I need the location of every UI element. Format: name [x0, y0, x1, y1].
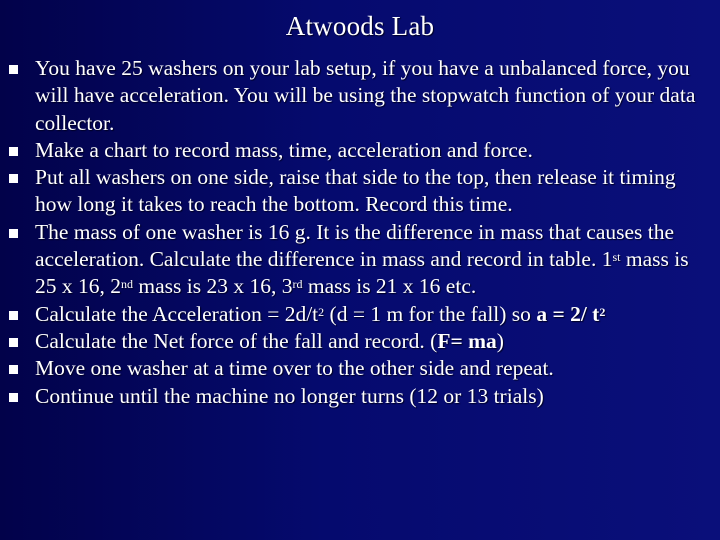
ordinal-superscript: nd: [121, 277, 133, 292]
ordinal-superscript: rd: [292, 277, 303, 292]
bullet-item: [0, 164, 720, 219]
square-bullet-icon: [9, 229, 18, 238]
bullet-text-part: ): [496, 328, 504, 353]
bullet-text-part: The mass of one washer is 16 g. It is the difference in mass that causes the acceleration. Calculate the difference in mass and record in table. 1: [35, 219, 675, 272]
bullet-text: [35, 329, 504, 353]
bullet-item: [0, 219, 720, 301]
ordinal-superscript: st: [612, 250, 621, 265]
bullet-item: [0, 301, 720, 328]
bullet-item: [0, 383, 720, 410]
acceleration-formula: a = 2/ t: [536, 301, 600, 326]
bullet-text: Make a chart to record mass, time, acceleration and force.: [35, 137, 533, 162]
bullet-text-part: Calculate the Net force of the fall and record. (: [35, 328, 438, 353]
square-bullet-icon: [9, 365, 18, 374]
bullet-item: [0, 55, 720, 137]
square-bullet-icon: [9, 311, 18, 320]
square-bullet-icon: [9, 174, 18, 183]
bullet-list: [0, 55, 720, 410]
bullet-text: Continue until the machine no longer turns (12 or 13 trials): [35, 383, 544, 408]
square-bullet-icon: [9, 338, 18, 347]
bullet-item: [0, 137, 720, 164]
bullet-item: [0, 328, 720, 355]
square-bullet-icon: [9, 147, 18, 156]
exponent-superscript: 2: [318, 304, 325, 319]
square-bullet-icon: [9, 65, 18, 74]
bullet-text: Move one washer at a time over to the other side and repeat.: [35, 356, 554, 381]
bullet-text: [35, 220, 689, 299]
bullet-text-part: (d = 1 m for the fall) so: [324, 301, 537, 326]
bullet-text-part: mass is 25 x 16, 2: [35, 247, 689, 299]
bullet-text: You have 25 washers on your lab setup, if you have a unbalanced force, you will have acceleration. You will be using the stopwatch function of your data collector.: [35, 56, 696, 135]
force-formula: F= ma: [437, 328, 497, 353]
bullet-text-part: mass is 23 x 16, 3: [133, 274, 293, 299]
bullet-text: [35, 302, 605, 326]
bullet-text: Put all washers on one side, raise that side to the top, then release it timing how long it takes to reach the bottom. Record this time.: [35, 165, 676, 217]
bullet-text-part: mass is 21 x 16 etc.: [302, 274, 477, 299]
square-bullet-icon: [9, 393, 18, 402]
bullet-item: [0, 355, 720, 382]
bullet-text-part: Calculate the Acceleration = 2d/t: [35, 301, 319, 326]
exponent-superscript: 2: [599, 304, 606, 319]
slide-title: Atwoods Lab: [285, 11, 435, 41]
